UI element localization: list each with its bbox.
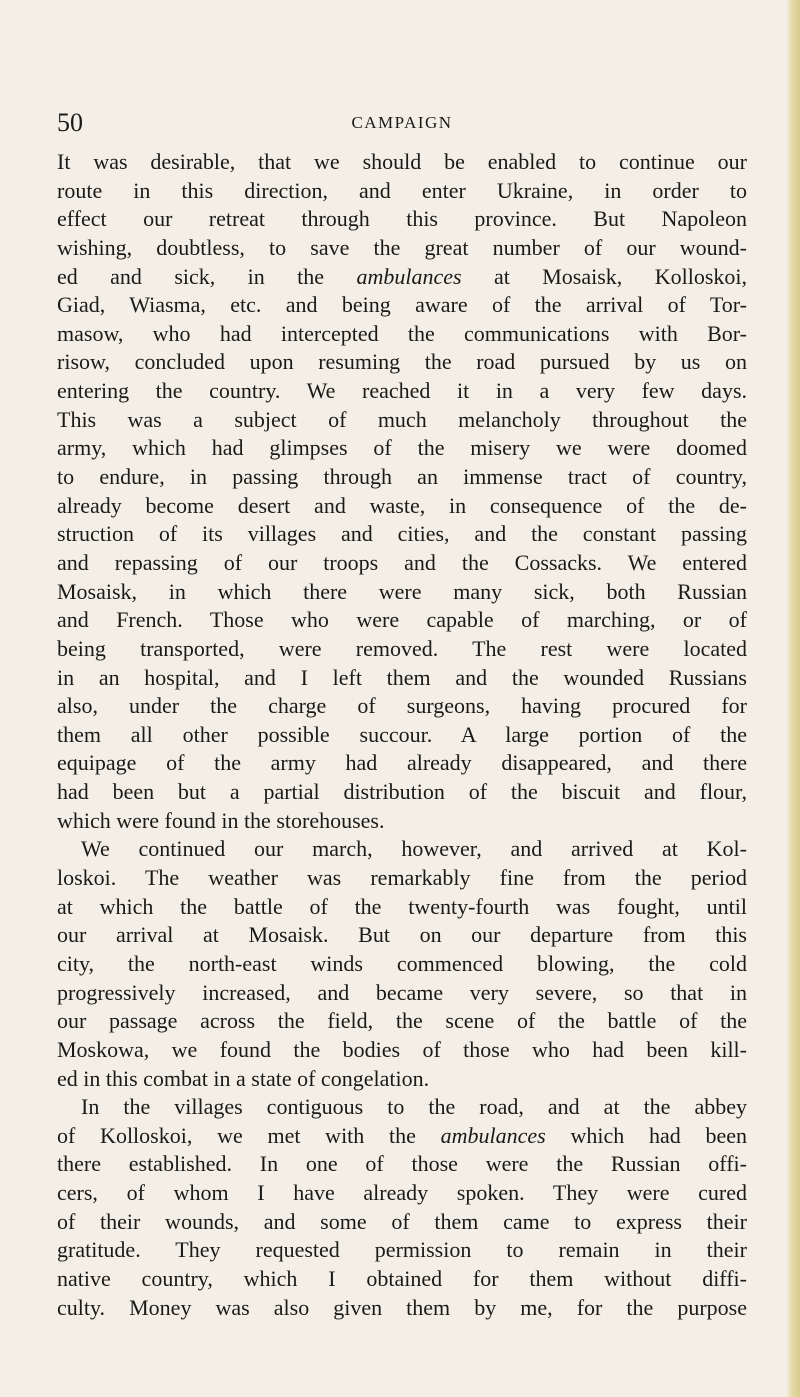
text-line: city, the north-east winds commenced blowing, the cold (57, 950, 747, 976)
text-line: had been but a partial distribution of the biscuit and flour, (57, 779, 747, 805)
text-line: being transported, were removed. The rest were located (57, 635, 747, 661)
text-line: Mosaisk, in which there were many sick, both Russian (57, 578, 747, 604)
text-line: at which the battle of the twenty-fourth was fought, until (57, 893, 747, 919)
text-line: We continued our march, however, and arrived at Kol- (81, 836, 747, 862)
text-line: It was desirable, that we should be enabled to continue our (57, 149, 747, 174)
text-line: route in this direction, and enter Ukraine, in order to (57, 177, 747, 203)
text-line: our arrival at Mosaisk. But on our departure from this (57, 922, 747, 948)
text-line: and French. Those who were capable of marching, or of (57, 607, 747, 633)
text-line: gratitude. They requested permission to remain in their (57, 1237, 747, 1263)
text-line: masow, who had intercepted the communications with Bor- (57, 320, 747, 346)
text-line: native country, which I obtained for them without diffi- (57, 1265, 747, 1291)
text-line: army, which had glimpses of the misery we were doomed (57, 435, 747, 461)
text-line: also, under the charge of surgeons, having procured for (57, 693, 747, 719)
text-line: In the villages contiguous to the road, and at the abbey (81, 1094, 747, 1120)
text-line: entering the country. We reached it in a very few days. (57, 378, 747, 404)
text-line: loskoi. The weather was remarkably fine from the period (57, 865, 747, 891)
text-line: to endure, in passing through an immense tract of country, (57, 464, 747, 490)
page-edge-shading (786, 0, 800, 1397)
text-line: Giad, Wiasma, etc. and being aware of the arrival of Tor- (57, 292, 747, 318)
text-line: cers, of whom I have already spoken. They were cured (57, 1180, 747, 1206)
body-text (57, 148, 747, 1322)
text-line: in an hospital, and I left them and the wounded Russians (57, 664, 747, 690)
text-line: them all other possible succour. A large portion of the (57, 721, 747, 747)
text-line: progressively increased, and became very severe, so that in (57, 979, 747, 1005)
page-number: 50 (57, 108, 83, 137)
text-line: wishing, doubtless, to save the great number of our wound- (57, 234, 747, 260)
text-line: our passage across the field, the scene of the battle of the (57, 1008, 747, 1034)
text-line: Moskowa, we found the bodies of those who had been kill- (57, 1036, 747, 1062)
text-line: which were found in the storehouses. (57, 807, 385, 833)
text-line: of their wounds, and some of them came to express their (57, 1208, 747, 1234)
text-line: struction of its villages and cities, and the constant passing (57, 521, 747, 547)
text-line: equipage of the army had already disappeared, and there (57, 750, 747, 776)
text-line: This was a subject of much melancholy throughout the (57, 406, 747, 432)
text-line: ed and sick, in the ambulances at Mosaisk, Kolloskoi, (57, 263, 747, 289)
text-line: already become desert and waste, in consequence of the de- (57, 492, 747, 518)
text-line: effect our retreat through this province. But Napoleon (57, 206, 747, 232)
running-head (57, 108, 747, 138)
text-line: of Kolloskoi, we met with the ambulances which had been (57, 1122, 747, 1148)
running-title: CAMPAIGN (351, 113, 453, 132)
text-line: and repassing of our troops and the Cossacks. We entered (57, 549, 747, 575)
text-line: risow, concluded upon resuming the road pursued by us on (57, 349, 747, 375)
text-line: there established. In one of those were the Russian offi- (57, 1151, 747, 1177)
text-line: culty. Money was also given them by me, for the purpose (57, 1294, 747, 1320)
text-line: ed in this combat in a state of congelation. (57, 1065, 430, 1091)
